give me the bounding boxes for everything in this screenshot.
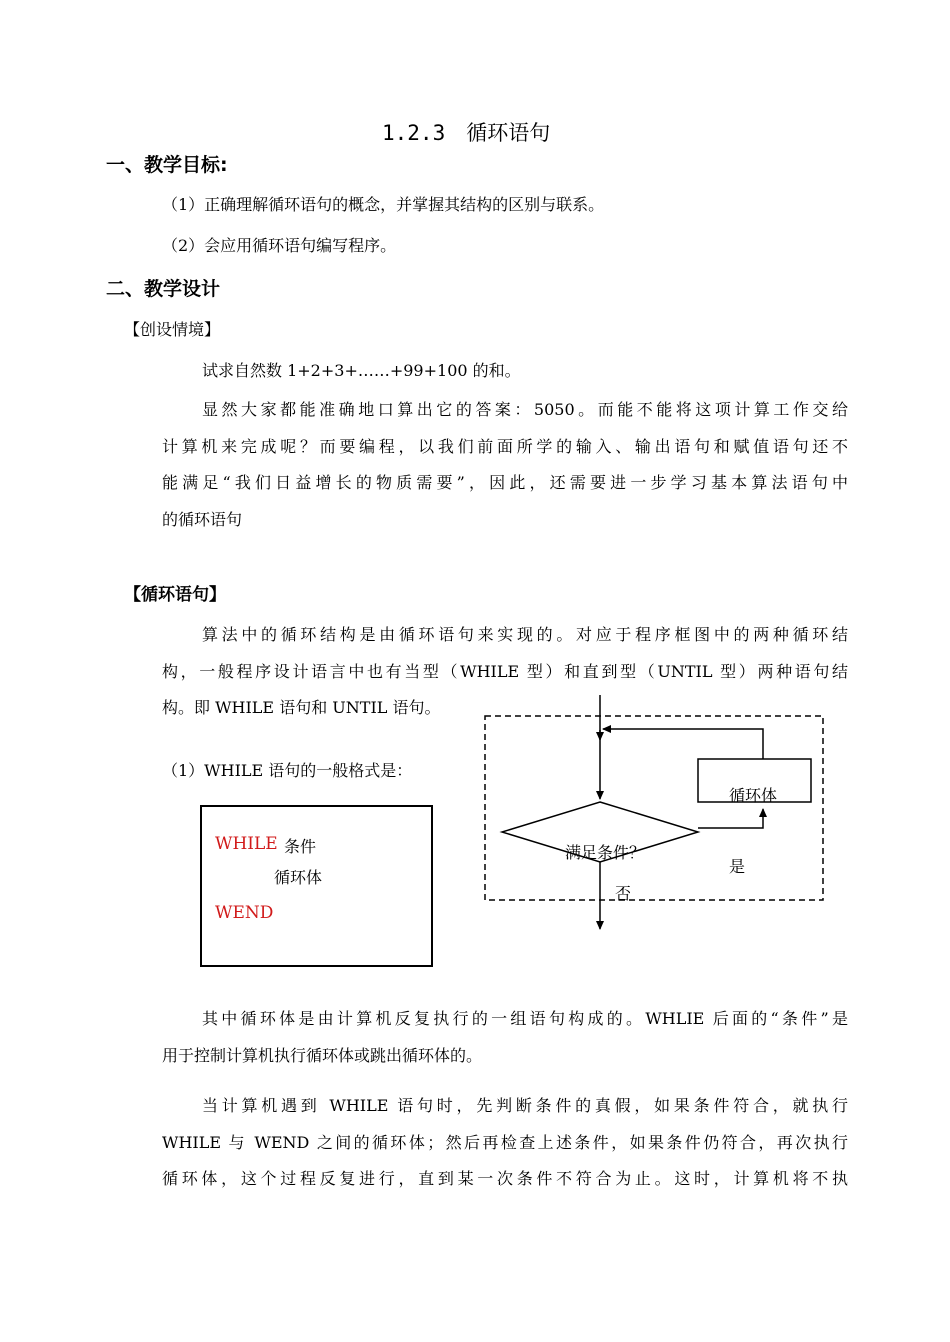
while-code-box <box>200 805 433 967</box>
flow-condition-label: 满足条件？ <box>565 843 646 862</box>
loop-back-arrow <box>603 729 763 759</box>
goal-item-2: （2）会应用循环语句编写程序。 <box>162 236 397 255</box>
situation-paragraph <box>162 392 848 538</box>
flowchart-graphic <box>480 695 830 935</box>
situation-heading: 【创设情境】 <box>124 320 221 339</box>
page-title: 1.2.3 循环语句 <box>382 121 551 145</box>
while-execution-explanation <box>162 1088 848 1198</box>
code-condition: 条件 <box>284 837 317 856</box>
paragraph-line: 计算机来完成呢？而要编程，以我们前面所学的输入、输出语句和赋值语句还不 <box>162 436 848 456</box>
goal-item-1: （1）正确理解循环语句的概念，并掌握其结构的区别与联系。 <box>162 195 605 214</box>
paragraph-line: 显然大家都能准确地口算出它的答案：5050。而能不能将这项计算工作交给 <box>202 400 848 419</box>
code-keyword-wend: WEND <box>215 903 274 923</box>
paragraph-line: 当计算机遇到 WHILE 语句时，先判断条件的真假，如果条件符合，就执行 <box>202 1096 848 1115</box>
flow-no-label: 否 <box>615 884 632 903</box>
section-heading-design: 二、教学设计 <box>106 278 221 300</box>
paragraph-line: 其中循环体是由计算机反复执行的一组语句构成的。WHLIE 后面的“条件”是 <box>202 1009 848 1028</box>
loop-body-explanation <box>162 1001 848 1074</box>
loop-region-dashed-border <box>485 716 823 900</box>
flow-body-label: 循环体 <box>729 786 778 805</box>
paragraph-line: 算法中的循环结构是由循环语句来实现的。对应于程序框图中的两种循环结 <box>202 625 848 644</box>
while-format-label: （1）WHILE 语句的一般格式是： <box>162 761 413 780</box>
yes-branch-arrow <box>698 809 763 828</box>
code-keyword-while: WHILE <box>215 834 278 854</box>
section-heading-goals: 一、教学目标: <box>106 154 228 176</box>
while-flowchart <box>480 695 830 939</box>
paragraph-line: WHILE 与 WEND 之间的循环体；然后再检查上述条件，如果条件仍符合，再次执行 <box>162 1132 848 1152</box>
paragraph-line: 循环体，这个过程反复进行，直到某一次条件不符合为止。这时，计算机将不执 <box>162 1169 848 1188</box>
loop-heading: 【循环语句】 <box>124 585 226 605</box>
paragraph-line: 构，一般程序设计语言中也有当型（WHILE 型）和直到型（UNTIL 型）两种语句结 <box>162 661 848 681</box>
situation-question: 试求自然数 1+2+3+……+99+100 的和。 <box>202 361 521 380</box>
code-body: 循环体 <box>274 868 323 887</box>
paragraph-line: 构。即 WHILE 语句和 UNTIL 语句。 <box>162 698 441 717</box>
paragraph-line: 能满足“我们日益增长的物质需要”，因此，还需要进一步学习基本算法语句中 <box>162 473 848 492</box>
flow-yes-label: 是 <box>729 857 746 876</box>
paragraph-line: 的循环语句 <box>162 509 243 529</box>
paragraph-line: 用于控制计算机执行循环体或跳出循环体的。 <box>162 1045 483 1065</box>
